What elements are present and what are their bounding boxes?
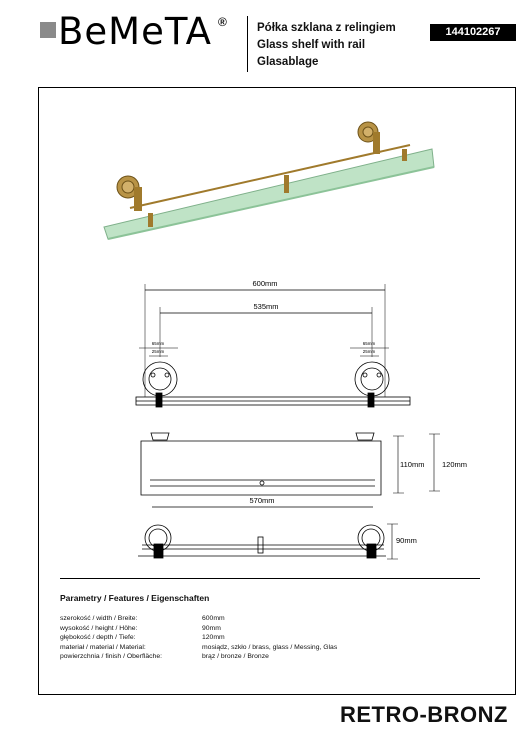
title-de: Glasablage bbox=[257, 56, 319, 68]
dim-mount-25-right: 25mm bbox=[362, 349, 376, 354]
param-row bbox=[60, 624, 337, 634]
dim-rail-span: 535mm bbox=[253, 302, 279, 311]
param-value: 120mm bbox=[202, 634, 225, 642]
product-code-badge: 144102267 bbox=[430, 24, 516, 41]
dim-mount-25-left: 25mm bbox=[151, 349, 165, 354]
param-label: głębokość / depth / Tiefe: bbox=[60, 634, 136, 642]
dim-height: 90mm bbox=[396, 536, 417, 545]
param-row bbox=[60, 643, 337, 653]
title-en: Glass shelf with rail bbox=[257, 39, 366, 51]
side-view bbox=[138, 525, 386, 558]
parameters-table bbox=[60, 614, 337, 662]
dim-mount-65-left: 65mm bbox=[151, 341, 165, 346]
dim-mount-65-right: 65mm bbox=[362, 341, 376, 346]
section-divider bbox=[60, 578, 480, 579]
param-label: szerokość / width / Breite: bbox=[60, 615, 138, 622]
header-divider bbox=[247, 16, 248, 72]
top-view bbox=[136, 362, 410, 407]
dim-width: 600mm bbox=[252, 279, 278, 288]
param-row bbox=[60, 614, 337, 624]
param-row bbox=[60, 652, 337, 662]
dim-depth-glass: 110mm bbox=[400, 460, 425, 469]
parameters-title: Parametry / Features / Eigenschaften bbox=[60, 593, 210, 603]
brand-logo: BeMeTA bbox=[58, 10, 212, 53]
product-titles bbox=[257, 20, 396, 71]
param-value: 90mm bbox=[202, 624, 221, 632]
registered-mark: ® bbox=[218, 15, 227, 29]
title-pl: Półka szklana z relingiem bbox=[257, 22, 396, 34]
param-row bbox=[60, 633, 337, 643]
dim-depth-total: 120mm bbox=[442, 460, 468, 469]
product-illustration bbox=[104, 122, 434, 239]
param-value: brąz / bronze / Bronze bbox=[202, 653, 269, 661]
dim-rail-length: 570mm bbox=[249, 496, 275, 505]
param-label: materiał / material / Material: bbox=[60, 643, 146, 651]
logo-square bbox=[40, 22, 56, 38]
param-value: 600mm bbox=[202, 615, 225, 622]
param-value: mosiądz, szkło / brass, glass / Messing, Glas bbox=[202, 643, 338, 651]
param-label: wysokość / height / Höhe: bbox=[60, 624, 138, 632]
param-label: powierzchnia / finish / Oberfläche: bbox=[60, 653, 163, 661]
front-view bbox=[141, 433, 381, 495]
product-line-name: RETRO-BRONZ bbox=[339, 702, 508, 727]
